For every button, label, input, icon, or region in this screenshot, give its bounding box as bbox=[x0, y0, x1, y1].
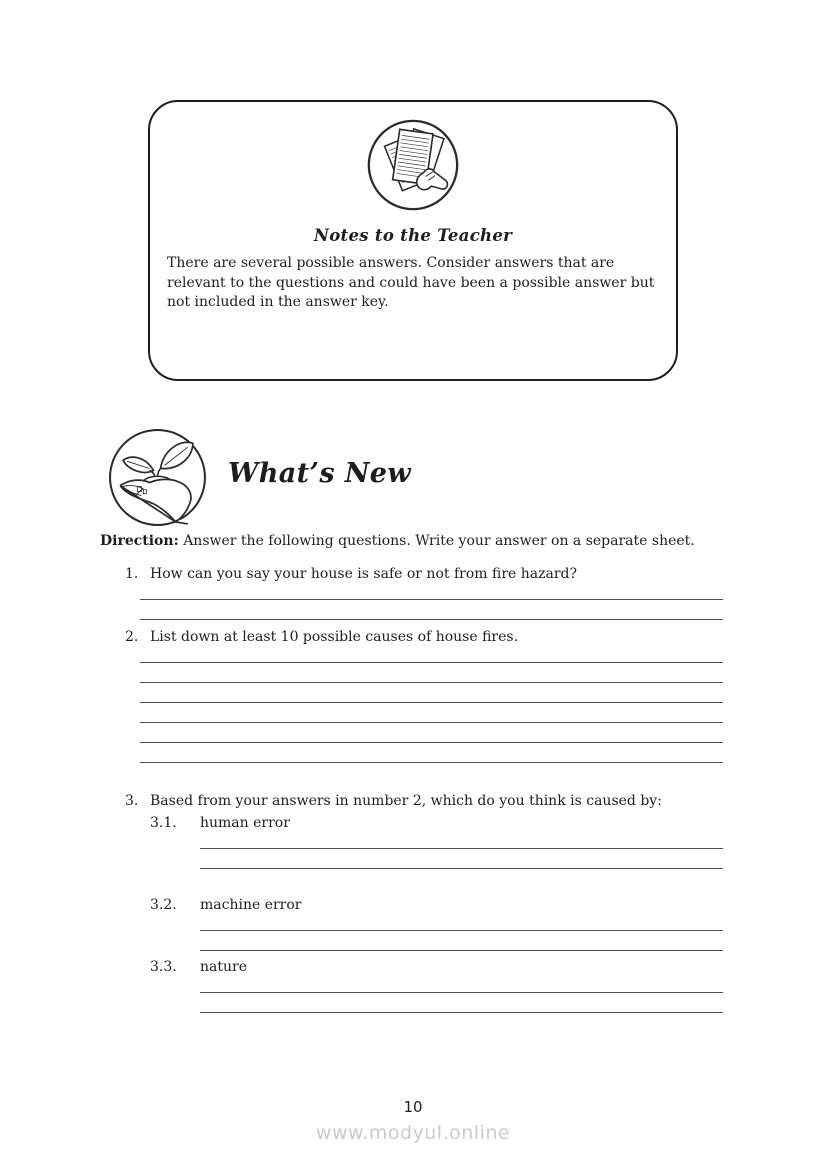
answer-line bbox=[140, 663, 723, 683]
answer-line bbox=[200, 829, 723, 849]
question-number: 1. bbox=[125, 566, 139, 582]
direction-text: Answer the following questions. Write your answer on a separate sheet. bbox=[178, 533, 695, 549]
subquestion-3-2 bbox=[150, 896, 723, 951]
subquestion-number: 3.1. bbox=[150, 815, 177, 831]
question-2 bbox=[125, 628, 723, 763]
answer-line bbox=[140, 580, 723, 600]
papers-with-hand-icon bbox=[365, 117, 461, 213]
answer-lines bbox=[140, 580, 723, 620]
question-number: 3. bbox=[125, 793, 139, 809]
whats-new-heading: What’s New bbox=[228, 458, 412, 489]
answer-line bbox=[200, 993, 723, 1013]
answer-line bbox=[140, 723, 723, 743]
answer-line bbox=[200, 849, 723, 869]
question-text: List down at least 10 possible causes of house fires. bbox=[150, 629, 519, 645]
question-number: 2. bbox=[125, 629, 139, 645]
subquestion-number: 3.2. bbox=[150, 897, 177, 913]
answer-lines bbox=[200, 829, 723, 869]
answer-line bbox=[140, 683, 723, 703]
answer-line bbox=[140, 600, 723, 620]
answer-lines bbox=[200, 911, 723, 951]
answer-line bbox=[140, 643, 723, 663]
answer-line bbox=[140, 743, 723, 763]
subquestion-text: machine error bbox=[200, 897, 302, 913]
answer-lines bbox=[200, 973, 723, 1013]
hand-holding-seedling-icon bbox=[107, 427, 208, 528]
subquestion-text: human error bbox=[200, 815, 290, 831]
subquestion-text: nature bbox=[200, 959, 247, 975]
answer-lines bbox=[140, 643, 723, 763]
question-text: How can you say your house is safe or not from fire hazard? bbox=[150, 566, 577, 582]
answer-line bbox=[140, 703, 723, 723]
question-1 bbox=[125, 565, 723, 620]
subquestion-3-1 bbox=[150, 814, 723, 869]
page-number: 10 bbox=[403, 1098, 423, 1116]
teacher-note-title: Notes to the Teacher bbox=[313, 226, 513, 245]
answer-line bbox=[200, 911, 723, 931]
direction-label: Direction: bbox=[100, 533, 179, 549]
teacher-note-body: There are several possible answers. Consider answers that are relevant to the questions and could have been a possible answer but not included in the answer key. bbox=[167, 255, 655, 310]
subquestion-3-3 bbox=[150, 958, 723, 1013]
question-3-stem bbox=[125, 792, 723, 810]
subquestion-number: 3.3. bbox=[150, 959, 177, 975]
direction-line bbox=[100, 533, 745, 549]
answer-line bbox=[200, 973, 723, 993]
answer-line bbox=[200, 931, 723, 951]
question-text: Based from your answers in number 2, which do you think is caused by: bbox=[150, 793, 662, 809]
teacher-note-box bbox=[148, 100, 678, 381]
watermark: www.modyul.online bbox=[315, 1122, 511, 1144]
